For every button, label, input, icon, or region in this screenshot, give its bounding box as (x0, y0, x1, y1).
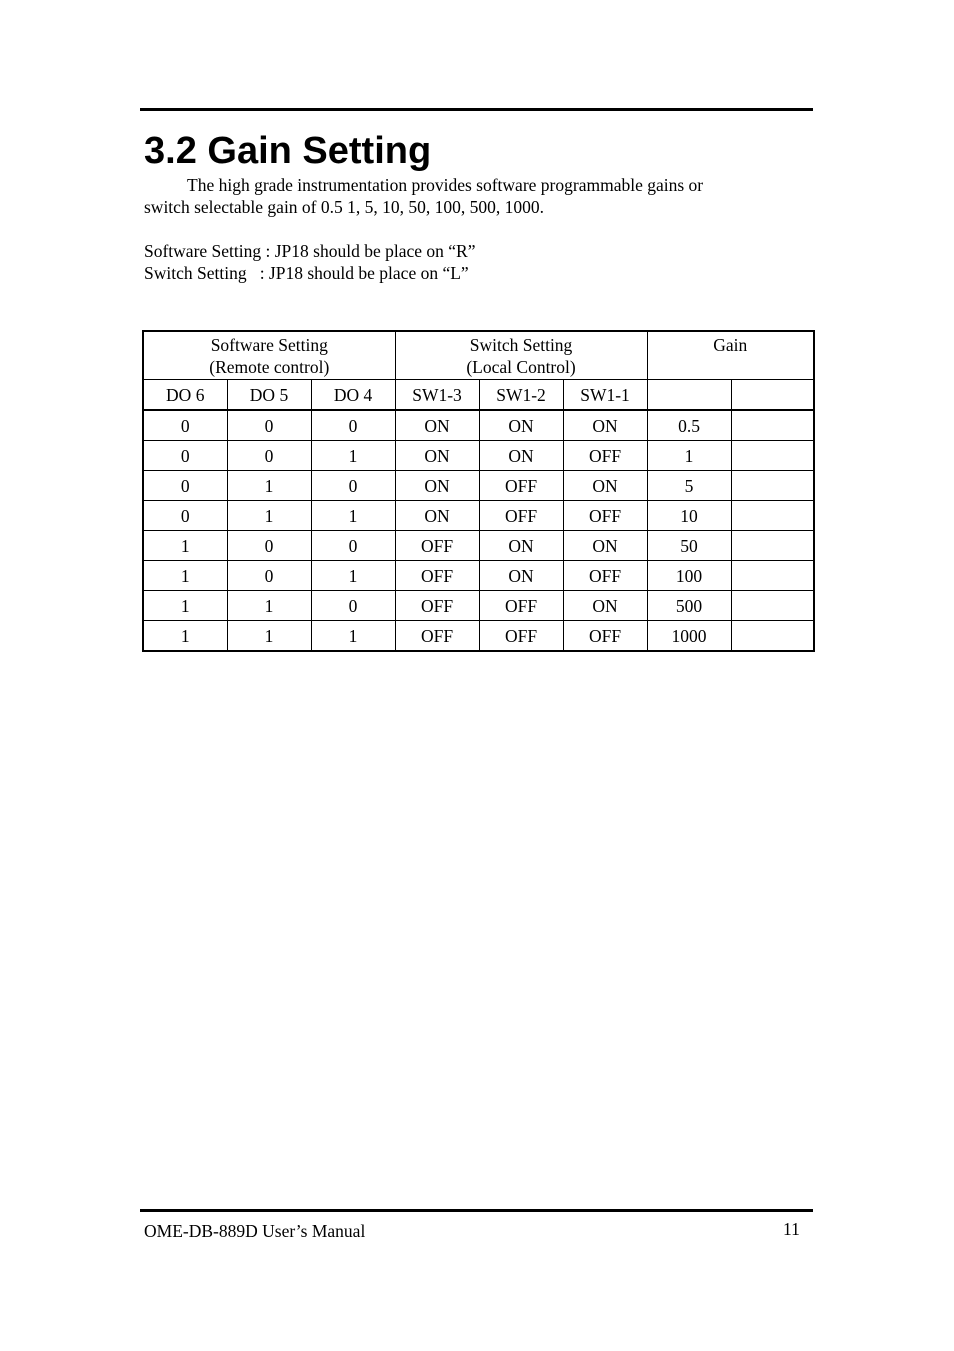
column-header: DO 6 (143, 380, 227, 411)
column-header: SW1-3 (395, 380, 479, 411)
table-cell: ON (395, 501, 479, 531)
table-cell: OFF (563, 501, 647, 531)
table-cell: 0 (227, 441, 311, 471)
table-cell: 0 (311, 471, 395, 501)
software-setting-header: Software Setting (Remote control) (143, 331, 395, 380)
table-cell: 0 (143, 441, 227, 471)
intro-paragraph (144, 174, 804, 218)
table-cell: 1 (143, 621, 227, 652)
table-row (143, 531, 814, 561)
table-cell-empty (731, 621, 814, 652)
column-header: SW1-1 (563, 380, 647, 411)
table-cell: OFF (479, 501, 563, 531)
bottom-rule (140, 1209, 813, 1212)
table-cell: OFF (479, 591, 563, 621)
gain-table (142, 330, 815, 652)
table-cell: 0 (227, 410, 311, 441)
table-cell: 1 (311, 561, 395, 591)
table-cell: ON (479, 410, 563, 441)
table-cell: OFF (479, 471, 563, 501)
table-cell: OFF (395, 531, 479, 561)
table-cell-empty (731, 410, 814, 441)
table-cell: 1 (227, 621, 311, 652)
column-header: DO 5 (227, 380, 311, 411)
intro-line-2: switch selectable gain of 0.5 1, 5, 10, 50, 100, 500, 1000. (144, 197, 545, 217)
table-cell: OFF (479, 621, 563, 652)
table-cell: OFF (563, 621, 647, 652)
table-cell: OFF (395, 561, 479, 591)
column-header-empty (647, 380, 731, 411)
switch-setting-header: Switch Setting (Local Control) (395, 331, 647, 380)
footer-page-number: 11 (783, 1219, 800, 1239)
table-cell: 1 (311, 501, 395, 531)
table-cell-empty (731, 531, 814, 561)
table-cell: 0 (311, 410, 395, 441)
gain-value-cell: 5 (647, 471, 731, 501)
intro-line-1: The high grade instrumentation provides software programmable gains or (187, 175, 704, 195)
table-cell-empty (731, 561, 814, 591)
column-header-empty (731, 380, 814, 411)
column-header-row (143, 380, 814, 411)
table-cell: 0 (143, 501, 227, 531)
gain-value-cell: 500 (647, 591, 731, 621)
group-header-row (143, 331, 814, 380)
table-cell: ON (395, 471, 479, 501)
table-cell: 1 (143, 531, 227, 561)
table-cell: 0 (143, 410, 227, 441)
table-row (143, 621, 814, 652)
table-cell-empty (731, 591, 814, 621)
footer-manual-title: OME-DB-889D User’s Manual (144, 1221, 366, 1241)
table-cell-empty (731, 471, 814, 501)
table-cell: 1 (143, 561, 227, 591)
table-cell: OFF (395, 591, 479, 621)
section-title: 3.2 Gain Setting (144, 130, 432, 172)
gain-value-cell: 0.5 (647, 410, 731, 441)
table-cell: 1 (227, 471, 311, 501)
gain-value-cell: 50 (647, 531, 731, 561)
table-cell-empty (731, 501, 814, 531)
table-row (143, 441, 814, 471)
table-cell: 0 (311, 591, 395, 621)
table-cell: ON (563, 410, 647, 441)
table-cell: ON (563, 591, 647, 621)
table-cell: ON (563, 471, 647, 501)
table-row (143, 501, 814, 531)
table-cell: ON (479, 531, 563, 561)
table-cell: OFF (563, 561, 647, 591)
table-row (143, 591, 814, 621)
table-cell: 1 (311, 441, 395, 471)
table-cell: 0 (227, 531, 311, 561)
table-cell: 0 (227, 561, 311, 591)
table-cell-empty (731, 441, 814, 471)
top-rule (140, 108, 813, 111)
table-cell: 0 (143, 471, 227, 501)
switch-setting-note: Switch Setting : JP18 should be place on “L” (144, 263, 469, 283)
jumper-settings (144, 240, 475, 284)
table-row (143, 471, 814, 501)
table-row (143, 561, 814, 591)
table-cell: OFF (563, 441, 647, 471)
table-cell: ON (395, 410, 479, 441)
column-header: SW1-2 (479, 380, 563, 411)
table-cell: 1 (311, 621, 395, 652)
table-cell: ON (479, 561, 563, 591)
table-cell: 1 (227, 591, 311, 621)
gain-header: Gain (647, 331, 814, 380)
gain-value-cell: 1000 (647, 621, 731, 652)
table-cell: ON (479, 441, 563, 471)
table-cell: 1 (143, 591, 227, 621)
table-cell: OFF (395, 621, 479, 652)
table-row (143, 410, 814, 441)
table-cell: 1 (227, 501, 311, 531)
gain-value-cell: 1 (647, 441, 731, 471)
gain-value-cell: 100 (647, 561, 731, 591)
table-cell: ON (563, 531, 647, 561)
table-cell: 0 (311, 531, 395, 561)
gain-value-cell: 10 (647, 501, 731, 531)
software-setting-note: Software Setting : JP18 should be place on “R” (144, 241, 476, 261)
table-cell: ON (395, 441, 479, 471)
column-header: DO 4 (311, 380, 395, 411)
